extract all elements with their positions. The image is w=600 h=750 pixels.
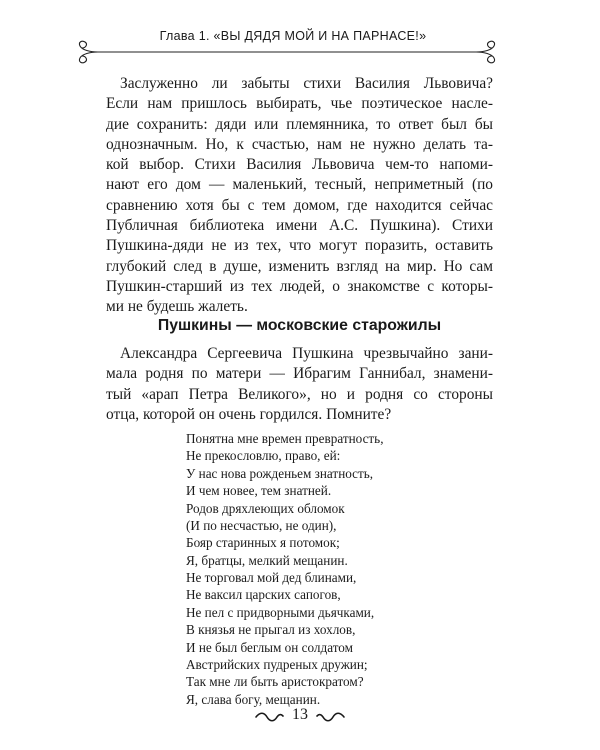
text-line: тый «арап Петра Великого», но и родня со стороны bbox=[106, 385, 493, 403]
text-line: Пушкин-старший из тех людей, о знакомстве с которы- bbox=[106, 277, 493, 295]
text-line: отца, которой он очень гордился. Помните? bbox=[106, 405, 392, 423]
poem-line: Австрийских пудреных дружин; bbox=[186, 657, 368, 673]
text-line: Заслуженно ли забыты стихи Василия Львовича? bbox=[120, 75, 493, 92]
text-line: Если нам пришлось выбирать, чье поэтическое насле- bbox=[106, 95, 493, 113]
poem-line: Я, слава богу, мещанин. bbox=[186, 691, 321, 707]
poem-line: У нас нова рожденьем знатность, bbox=[186, 465, 374, 481]
text-line: ми не будешь жалеть. bbox=[106, 298, 248, 316]
chapter-title: Глава 1. «ВЫ ДЯДЯ МОЙ И НА ПАРНАСЕ!» bbox=[159, 29, 427, 43]
text-line: нают его дом — маленький, тесный, неприметный (по bbox=[106, 176, 493, 194]
paragraph-2 bbox=[106, 344, 493, 425]
text-line: Александра Сергеевича Пушкина чрезвычайно зани- bbox=[120, 345, 493, 362]
header-ornament-rule bbox=[72, 40, 500, 64]
poem-line: Не ваксил царских сапогов, bbox=[186, 587, 341, 603]
poem-line: В князья не прыгал из хохлов, bbox=[186, 622, 356, 638]
poem-line: Понятна мне времен превратность, bbox=[186, 431, 384, 446]
poem-line: И не был беглым он солдатом bbox=[186, 639, 353, 655]
text-line: Пушкина-дяди не из тех, что могут поразить, оставить bbox=[106, 237, 493, 255]
page-footer bbox=[230, 705, 370, 729]
poem-stanza-2 bbox=[186, 569, 374, 708]
poem-line: Не пел с придворными дьячками, bbox=[186, 604, 375, 620]
text-line: сравнению хотя бы с тем домом, где находится сейчас bbox=[106, 196, 493, 214]
poem-line: (И по несчастью, не один), bbox=[186, 518, 337, 534]
poem-line: Бояр старинных я потомок; bbox=[186, 535, 340, 551]
poem-line: Так мне ли быть аристократом? bbox=[186, 674, 364, 690]
poem-line: Родов дряхлеющих обломок bbox=[186, 500, 345, 516]
section-heading: Пушкины — московские старожилы bbox=[157, 317, 442, 334]
poem-line: Не торговал мой дед блинами, bbox=[186, 570, 357, 585]
text-line: дие сохранить: дяди или племянника, то ответ был бы bbox=[106, 115, 493, 133]
poem-stanza-1 bbox=[186, 430, 384, 569]
text-line: кой выбор. Стихи Василия Львовича чем-то напоми- bbox=[106, 156, 493, 174]
poem-line: Я, братцы, мелкий мещанин. bbox=[186, 552, 348, 568]
text-line: мала родня по матери — Ибрагим Ганнибал, знамени- bbox=[106, 365, 493, 383]
page-number: 13 bbox=[292, 706, 308, 723]
text-line: глубокий след в душе, изменить взгляд на мир. Но сам bbox=[106, 257, 493, 275]
text-line: Публичная библиотека имени А.С. Пушкина). Стихи bbox=[106, 217, 493, 235]
text-line: однозначным. Но, к счастью, нам не нужно делать та- bbox=[106, 135, 493, 153]
poem-line: И чем новее, тем знатней. bbox=[186, 483, 332, 499]
poem-line: Не прекословлю, право, ей: bbox=[186, 448, 341, 464]
paragraph-1 bbox=[106, 74, 493, 318]
